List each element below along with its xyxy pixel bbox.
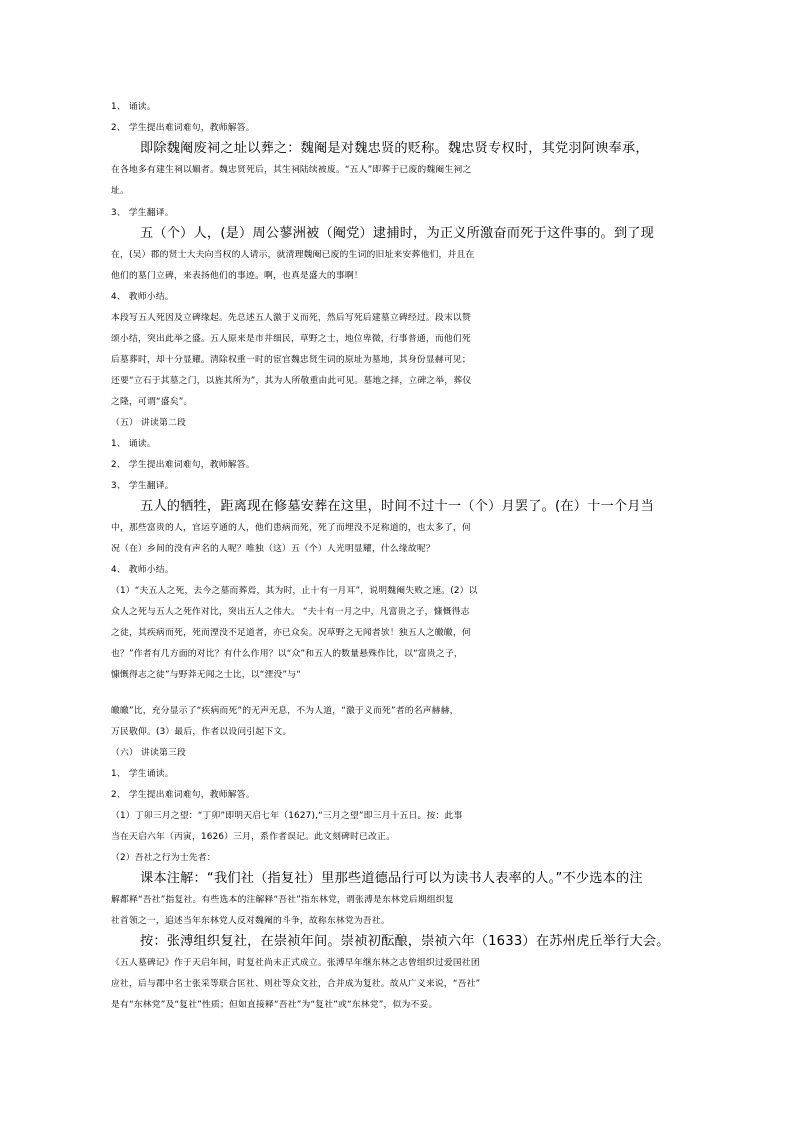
paragraph-line: 按：张溥组织复社，在崇祯年间。崇祯初酝酿，崇祯六年（1633）在苏州虎丘举行大会。 [140,934,670,949]
list-item-summary: 4、 教师小结。 [111,292,174,302]
paragraph-line: 址。 [111,186,129,196]
list-item-summary: 4、 教师小结。 [111,565,174,575]
paragraph-line: 是有“东林党”及“复社”性质；但如直接释“吾社”为“复社”或“东林党”，似为不妥。 [111,1000,438,1010]
paragraph-line: 况（在）乡间的没有声名的人呢？唯独（这）五（个）人光明显耀，什么缘故呢？ [111,544,435,554]
paragraph-line: 在各地多有建生祠以媚者。魏忠贤死后，其生祠陆续被废。“五人”即葬于已废的魏阉生祠之 [111,165,472,175]
paragraph-line: 应社，后与郡中名士张采等联合匡社、则社等众文社，合并成为复社。故从广义来说，“吾社” [111,979,481,989]
section-heading: （五） 讲读第二段 [111,418,186,428]
paragraph-line: 即除魏阉废祠之址以葬之：魏阉是对魏忠贤的贬称。魏忠贤专权时，其党羽阿谀奉承， [140,141,649,156]
paragraph-line: 之徒，其疾病而死，死而湮没不足道者，亦已众矣。况草野之无闻者欤！独五人之皦皦，何 [111,628,471,638]
paragraph-line: 还要“立石于其墓之门，以旌其所为”，其为人所敬重由此可见。墓地之择，立碑之举，葬仪 [111,376,472,386]
paragraph-line: 颂小结，突出此举之盛。五人原来是市井细民，草野之士，地位卑微，行事普通，而他们死 [111,334,471,344]
list-item-difficult-words: 2、 学生提出难词难句，教师解答。 [111,460,255,470]
list-item-difficult-words: 2、 学生提出难词难句，教师解答。 [111,123,255,133]
paragraph-line: 万民敬仰。(3）最后，作者以设问引起下文。 [111,727,292,737]
subheading: （2）吾社之行为士先者： [111,853,216,863]
paragraph-line: 五人的牺牲，距离现在修墓安葬在这里，时间不过十一（个）月罢了。(在）十一个月当 [140,499,655,514]
list-item-translate: 3、 学生翻译。 [111,481,174,491]
list-item-difficult-words: 2、 学生提出难词难句，教师解答。 [111,790,255,800]
paragraph-line: 后墓葬时，却十分显耀。清除权重一时的宦官魏忠贤生词的原址为墓地，其身份显赫可见； [111,355,471,365]
paragraph-line: 当在天启六年（丙寅，1626）三月，系作者误记。此文刻碑时已改正。 [111,832,396,842]
paragraph-line: 众人之死与五人之死作对比，突出五人之伟大。 “夫十有一月之中，凡富贵之子，慷慨得志 [111,607,470,617]
paragraph-line: 解都释“吾社”指复社。有些选本的注解释“吾社”指东林党，谓张溥是东林党后期组织复 [111,895,454,905]
paragraph-line: 慷慨得志之徒”与野莽无闻之士比，以“湮没”与“ [111,670,301,680]
paragraph-line: 也？”作者有几方面的对比？有什么作用？以“众”和五人的数量悬殊作比，以“富贵之子， [111,649,463,659]
paragraph-line: 本段写五人死因及立碑缘起。先总述五人激于义而死，然后写死后建墓立碑经过。段末以赞 [111,313,471,323]
paragraph-line: 《五人墓碑记》作于天启年间，时复社尚未正式成立。张溥早年继东林之志曾组织过爱国社团 [111,958,480,968]
paragraph-line: 之隆，可谓“盛矣”。 [111,397,193,407]
list-item-translate: 3、 学生翻译。 [111,208,174,218]
list-item-recite: 1、 诵读。 [111,439,156,449]
paragraph-line: 他们的墓门立碑，来表扬他们的事迹。啊，也真是盛大的事啊！ [111,271,363,281]
list-item-recite: 1、 诵读。 [111,102,156,112]
paragraph-line: 课本注解：“我们社（指复社）里那些道德品行可以为读书人表率的人。”不少选本的注 [140,871,643,886]
paragraph-line: 皦皦”比，充分显示了“疾病而死”的无声无息，不为人道，“激于义而死”者的名声赫赫， [111,706,459,716]
paragraph-line: 社首领之一，追述当年东林党人反对魏阉的斗争，故称东林党为吾社。 [111,916,390,926]
paragraph-line: 五（个）人，(是）周公蓼洲被（阉党）逮捕时，为正义所激奋而死于这件事的。到了现 [140,226,655,241]
paragraph-line: （1）丁卯三月之望：“丁卯”即明天启七年（1627),“三月之望”即三月十五日。按：此事 [111,811,463,821]
paragraph-line: 中，那些富贵的人，官运亨通的人，他们患病而死，死了而埋没不足称道的，也太多了，何 [111,523,471,533]
section-heading: （六） 讲读第三段 [111,748,186,758]
paragraph-line: （1）“夫五人之死，去今之墓而葬焉，其为时，止十有一月耳”，说明魏阉失败之速。(2）以 [111,586,478,596]
paragraph-line: 在，(吴）郡的贤士大夫向当权的人请示，就清理魏阉已废的生词的旧址来安葬他们，并且在 [111,250,475,260]
list-item-recite: 1、 学生诵读。 [111,769,174,779]
